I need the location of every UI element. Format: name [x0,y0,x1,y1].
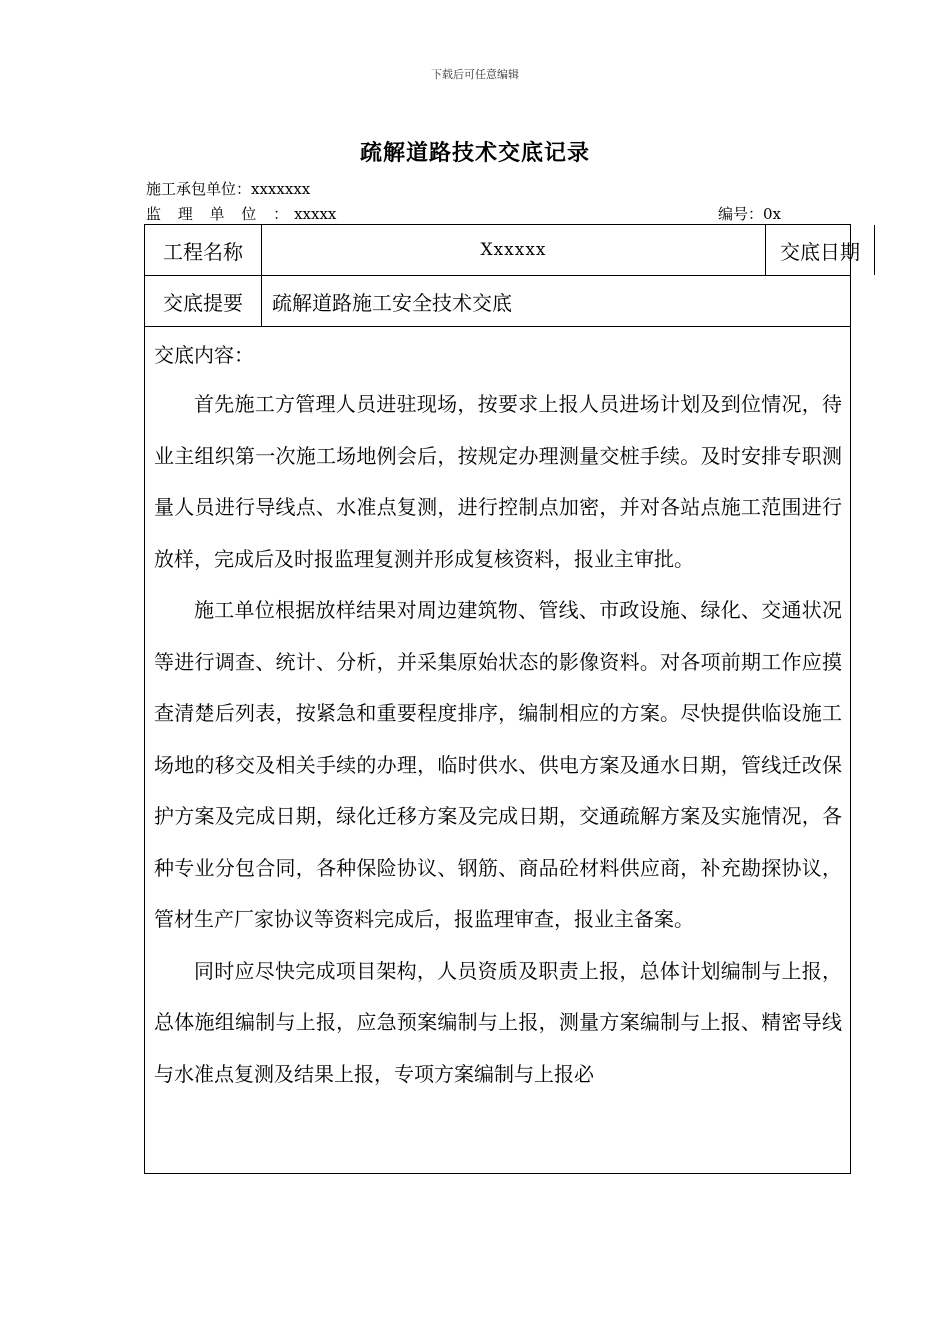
project-name-label: 工程名称 [145,225,262,275]
watermark-text: 下载后可任意编辑 [431,68,519,81]
content-paragraph: 首先施工方管理人员进驻现场，按要求上报人员进场计划及到位情况，待业主组织第一次施工场地例会后，按规定办理测量交桩手续。及时安排专职测量人员进行导线点、水准点复测，进行控制点加密，并对各站点施工范围进行放样，完成后及时报监理复测并形成复核资料，报业主审批。 [154,392,842,571]
number-label: 编号： [718,205,764,223]
summary-value: 疏解道路施工安全技术交底 [272,290,512,315]
document-title: 疏解道路技术交底记录 [359,140,590,166]
number-value: 0x [763,205,782,223]
supervisor-line [146,203,336,224]
contractor-label: 施工承包单位： [146,180,252,198]
date-value [875,225,950,275]
table-row-project [145,225,860,276]
content-section [145,327,850,1100]
content-paragraph: 同时应尽快完成项目架构，人员资质及职责上报，总体计划编制与上报，总体施组编制与上报，应急预案编制与上报，测量方案编制与上报、精密导线与水准点复测及结果上报，专项方案编制与上报必 [154,958,842,1086]
record-table [144,224,860,1174]
table-row-summary [145,276,850,327]
project-name-value: Xxxxxx [262,225,766,275]
content-label: 交底内容： [154,343,254,367]
document-number [718,203,781,224]
contractor-line [146,178,310,199]
content-paragraph: 施工单位根据放样结果对周边建筑物、管线、市政设施、绿化、交通状况等进行调查、统计、分析，并采集原始状态的影像资料。对各项前期工作应摸查清楚后列表，按紧急和重要程度排序，编制相应的方案。尽快提供临设施工场地的移交及相关手续的办理，临时供水、供电方案及通水日期，管线迁改保护方案及完成日期，绿化迁移方案及完成日期，交通疏解方案及实施情况，各种专业分包合同，各种保险协议、钢筋、商品砼材料供应商，补充勘探协议，管材生产厂家协议等资料完成后，报监理审查，报业主备案。 [154,598,842,931]
contractor-value: xxxxxxx [251,180,311,198]
supervisor-label: 监 理 单 位 ： [146,205,295,223]
supervisor-value: xxxxx [294,205,337,223]
summary-label: 交底提要 [145,276,262,326]
date-label: 交底日期 [766,225,875,275]
